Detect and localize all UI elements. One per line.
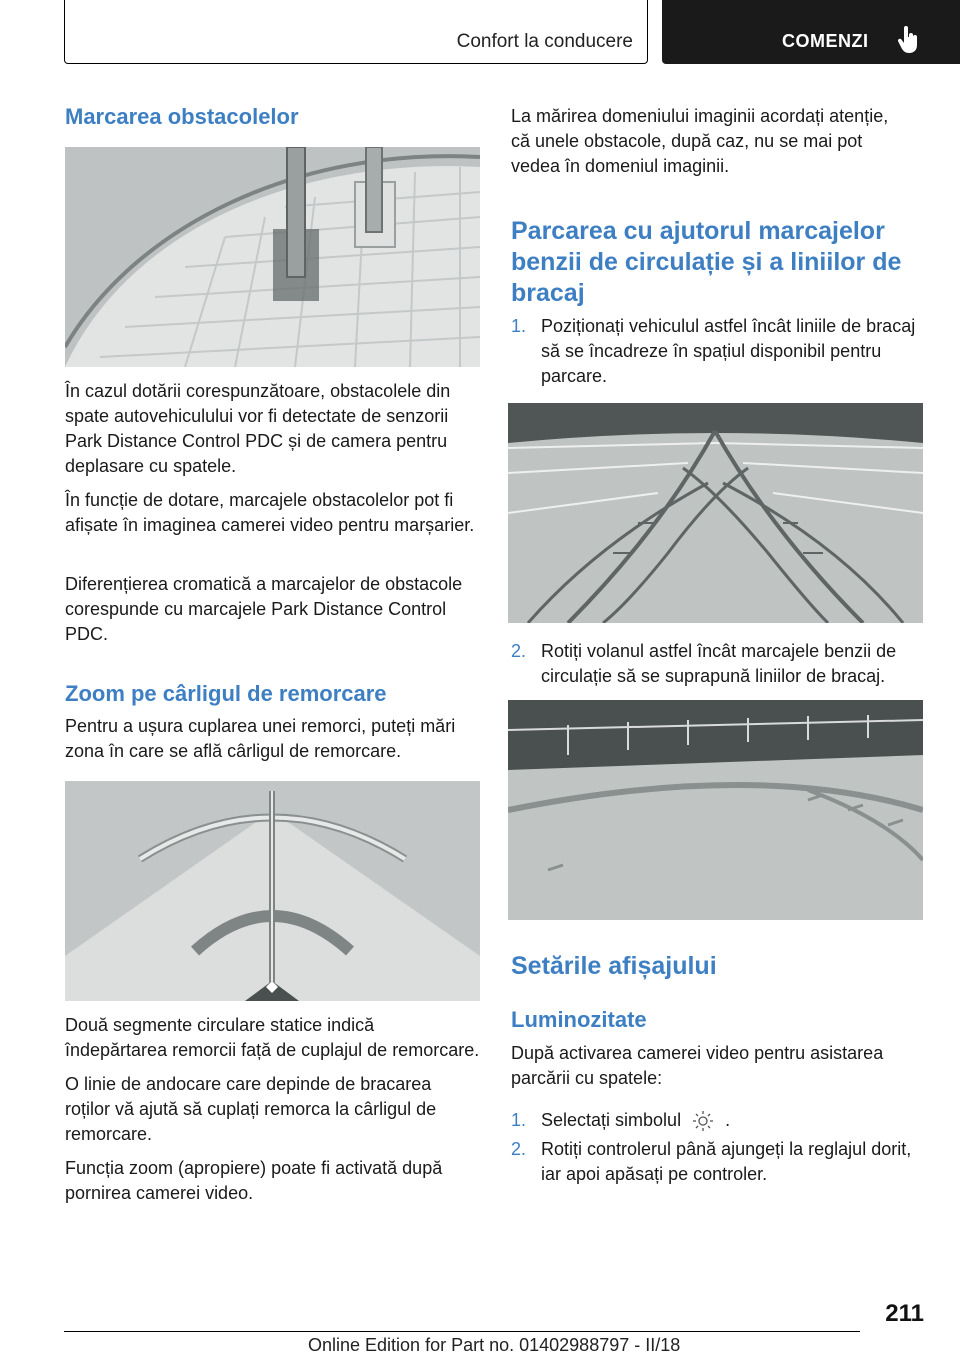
step-number: 1. [511,316,527,336]
step-position-vehicle: Poziționați vehiculul astfel încât liniile de bracaj să se încadreze în spațiul disponibil pentru parcare. [541,316,916,386]
figure-tow-hitch-zoom [65,781,480,1001]
brightness-sun-icon [692,1110,714,1132]
step-rotate-controller: Rotiți controlerul până ajungeți la reglajul dorit, iar apoi apăsați pe controler. [541,1139,912,1184]
paragraph-display-markings: În funcție de dotare, marcajele obstacolelor pot fi afișate în imaginea camerei video pentru marșarier. [65,490,475,535]
heading-brightness: Luminozitate [511,1007,647,1032]
paragraph-docking-line: O linie de andocare care depinde de bracarea roților vă ajută să cuplați remorca la cârligul de remorcare. [65,1074,437,1144]
paragraph-detection: În cazul dotării corespunzătoare, obstacolele din spate autovehiculului vor fi detectate de senzorii Park Distance Control PDC și de camera pentru deplasare cu spatele. [65,381,451,476]
figure-steering-lines [508,403,923,623]
paragraph-hitch-zoom: Pentru a ușura cuplarea unei remorci, puteți mări zona în care se află cârligul de remorcare. [65,716,456,761]
page-number: 211 [885,1300,924,1327]
figure-obstacle-marking [65,147,480,367]
heading-display-settings: Setările afișajului [511,952,717,980]
step-number: 1. [511,1110,527,1130]
hand-pointer-icon [898,26,920,54]
paragraph-image-range: La mărirea domeniului imaginii acordați atenție, că unele obstacole, după caz, nu se mai pot vedea în domeniul imaginii. [511,106,889,176]
chapter-title: COMENZI [782,31,869,51]
step-number: 2. [511,1139,527,1159]
step-select-symbol-end: . [725,1110,731,1130]
paragraph-circular-segments: Două segmente circulare statice indică îndepărtarea remorcii față de cuplajul de remorcare. [65,1015,480,1060]
header-section-tab [64,0,648,64]
step-turn-steering: Rotiți volanul astfel încât marcajele benzii de circulație să se suprapună liniilor de bracaj. [541,641,897,686]
heading-parking-lane-markings: Parcarea cu ajutorul marcajelor benzii de circulație și a liniilor de bracaj [511,217,902,307]
section-title: Confort la conducere [456,31,633,52]
figure-lane-overlay [508,700,923,920]
paragraph-color-differentiation: Diferențierea cromatică a marcajelor de obstacole corespunde cu marcajele Park Distance Control PDC. [65,574,463,644]
header-chapter-tab [662,0,960,64]
footer-edition: Online Edition for Part no. 01402988797 - II/18 [308,1335,681,1355]
paragraph-brightness-intro: După activarea camerei video pentru asistarea parcării cu spatele: [511,1043,884,1088]
step-select-symbol-text: Selectați simbolul [541,1110,682,1130]
paragraph-zoom-activation: Funcția zoom (apropiere) poate fi activată după pornirea camerei video. [65,1158,443,1203]
heading-tow-hitch-zoom: Zoom pe cârligul de remorcare [65,681,387,706]
step-number: 2. [511,641,527,661]
heading-obstacle-marking: Marcarea obstacolelor [65,104,299,129]
step-select-symbol [541,1108,926,1133]
footer-divider [64,1331,860,1332]
